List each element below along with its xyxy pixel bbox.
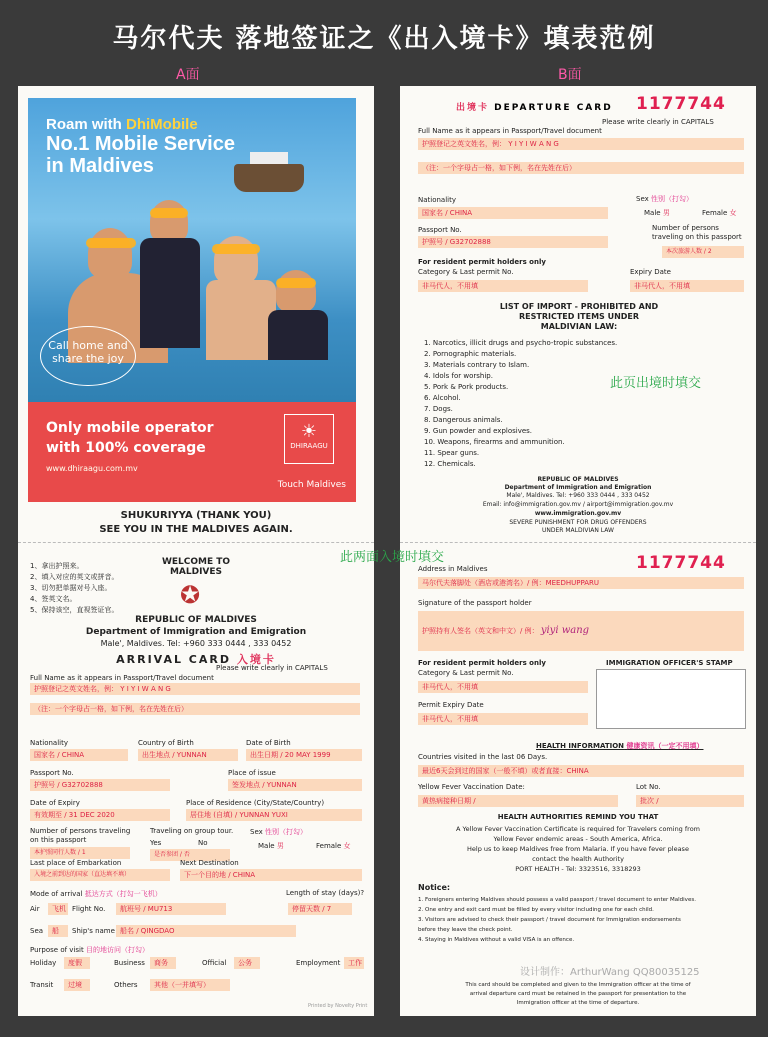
ad-headline-1: No.1 Mobile Service bbox=[46, 133, 235, 155]
prohibited-title-3: MALDIVIAN LAW: bbox=[540, 322, 618, 331]
ad-url: www.dhiraagu.com.mv bbox=[46, 464, 138, 473]
arrival-air-checkbox[interactable]: 飞机 bbox=[48, 903, 68, 915]
arrival-nationality-label: Nationality bbox=[30, 739, 69, 747]
arrival-dob-label: Date of Birth bbox=[246, 739, 291, 747]
health-remind-lines: A Yellow Fever Vaccination Certificate is required for Travelers coming from Yellow Fever endemic areas - South America, Africa. Help us to keep Maldives free from Malaria. If you have fever please contact the health Authority PORT HEALTH - Tel: 3323516, 3318293 bbox=[455, 825, 701, 873]
man-head-image bbox=[88, 228, 132, 278]
arrival-embark-field[interactable]: 入境之前到达的国家（直达填不填） bbox=[30, 869, 170, 881]
departure-nationality-label: Nationality bbox=[418, 196, 457, 204]
side-b-label: B面 bbox=[558, 67, 582, 83]
departure-please: Please write clearly in CAPITALS bbox=[602, 118, 714, 126]
arrival-stay-label: Length of stay (days)? bbox=[286, 889, 365, 897]
ad-bubble-text: Call home and share the joy bbox=[40, 326, 136, 386]
yellow-fever-label: Yellow Fever Vaccination Date: bbox=[418, 783, 525, 791]
address-field[interactable]: 马尔代夫落脚处（酒店或港湾名）/ 例：MEEDHUPPARU bbox=[418, 577, 744, 589]
woman-body-image bbox=[206, 280, 276, 360]
departure-address: Male', Maldives. Tel: +960 333 0444 , 333 0452 bbox=[506, 492, 650, 499]
arrival-dept: Department of Immigration and Emigration bbox=[85, 627, 307, 637]
health-label: HEALTH INFORMATION bbox=[536, 742, 625, 750]
purpose-official-label: Official bbox=[202, 959, 227, 967]
departure-web: www.immigration.gov.mv bbox=[534, 510, 622, 517]
purpose-employment-label: Employment bbox=[296, 959, 341, 967]
arrival-poi-field[interactable]: 签发地点 / YUNNAN bbox=[228, 779, 362, 791]
ad-tag-2: with 100% coverage bbox=[46, 440, 206, 456]
departure-category-field[interactable]: 非马代人，不用填 bbox=[418, 280, 588, 292]
departure-title: 出境卡 DEPARTURE CARD bbox=[456, 103, 613, 113]
boat-image bbox=[234, 164, 304, 192]
purpose-holiday-label: Holiday bbox=[30, 959, 57, 967]
departure-severe-2: UNDER MALDIVIAN LAW bbox=[542, 527, 614, 534]
side-b-page: 出境卡 DEPARTURE CARD 1177744 Please write clearly in CAPITALS Full Name as it appears in Passport/Travel document 护照登记之英文姓名，例： Y I Y I W A N G （注：一个字母占一格，如下例，名在先姓在后） Nationality Sex 性别（打勾） 国家名 / CHINA Male 男 Female 女 Passport No. Number of persons traveling on this passport 护照号 / G32702888 本次旅游人数 / 2 For resident permit holders only Category & Last permit No. Expiry Date 非马代人，不用填 非马代人，不用填 LIST OF IMPORT - PROHIBITED AND RESTRICTED ITEMS UNDER MALDIVIAN LAW: 1. Narcotics, illicit drugs and psycho-tropic substances. 2. Pornographic materials. 3. Materials contrary to Islam. 4. Idols for worship. 5. Pork & Pork products. 6. Alcohol. 7. Dogs. 8. Dangerous animals. 9. Gun powder and explosives. 10. Weapons, firearms and ammunition. 11. Spear guns. 12. Chemicals. 此页出境时填交 REPUBLIC OF MALDIVES Department of Immigration and Emigration Male', Maldives. Tel: +960 333 0444 , 333 0452 Email: info@immigration.gov.mv / airport@immigration.gov.mv www.immigration.gov.mv SEVERE PUNISHMENT FOR DRUG OFFENDERS UNDER MALDIVIAN LAW 1177744 Address in Maldives 马尔代夫落脚处（酒店或港湾名）/ 例：MEEDHUPPARU Signature of the passport holder 护照持有人签名（英文和中文）/ 例： yiyi wang For resident permit holders only Category & Last permit No. 非马代人，不用填 Permit Expiry Date 非马代人，不用填 IMMIGRATION OFFICER'S STAMP HEALTH INFORMATION 健康资讯（一定不用填） Countries visited in the last 06 Days. 最近6天会到过的国家（一般不填）或者直接：CHINA Yellow Fever Vaccination Date: Lot No. 黄热病接种日期 / 批次 / HEALTH AUTHORITIES REMIND YOU THAT A Yellow Fever Vaccination Certificate is required for Travelers coming from Yellow Fever endemic areas - South America, Africa. Help us to keep Maldives free from Malaria. If you have fever please contact the health Authority PORT HEALTH - Tel: 3323516, 3318293 Notice: 1. Foreigners entering Maldives should possess a valid passport / travel document to enter Maldives. 2. One entry and exit card must be filled by every visitor including one for each child. 3. Visitors are advised to check their passport / travel document for Immigration endorsements before they leave the check point. 4. Staying in Maldives without a valid VISA is an offence. 设计制作：ArthurWang QQ80035125 This card should be completed and given to the Immigration officer at the time of arrival departure card must be retained in the passport for presentation to the Immigration officer at the time of departure. bbox=[400, 86, 756, 1016]
side-a-page bbox=[18, 86, 374, 1016]
purpose-holiday-checkbox[interactable]: 度假 bbox=[64, 957, 90, 969]
arrival-instructions: 1、拿出护照来。 2、填入对应的英文或拼音。 3、切勿把单据对号入座。 4、签英文名。 5、保持该空，直视签证官。 bbox=[30, 562, 119, 614]
arrival-nextdest-label: Next Destination bbox=[180, 859, 239, 867]
ad-red-banner bbox=[28, 402, 356, 502]
prohibited-items-box bbox=[414, 298, 744, 480]
final-notice: This card should be completed and given to the Immigration officer at the time of arrival departure card must be retained in the passport for presentation to the Immigration officer at the time of departure. bbox=[465, 982, 691, 1006]
departure-passport-label: Passport No. bbox=[418, 226, 462, 234]
middle-green-note: 此两面入境时填交 bbox=[340, 550, 445, 565]
arrival-dob-field[interactable]: 出生日期 / 20 MAY 1999 bbox=[246, 749, 362, 761]
prohibited-title-1: LIST OF IMPORT - PROHIBITED AND bbox=[499, 302, 659, 311]
arrival-card: 1、拿出护照来。 2、填入对应的英文或拼音。 3、切勿把单据对号入座。 4、签英文名。 5、保持该空，直视签证官。 WELCOME TO MALDIVES ✪ REPUBLIC OF MALDIVES Department of Immigration and Emigration Male', Maldives. Tel: +960 333 0444 , 333 0452 ARRIVAL CARD 入境卡 Please write clearly in CAPITALS Full Name as it appears in Passport/Travel document 护照登记之英文姓名，例： Y I Y I W A N G （注：一个字母占一格，如下例，名在先姓在后） Nationality Country of Birth Date of Birth 国家名 / CHINA 出生地点 / YUNNAN 出生日期 / 20 MAY 1999 Passport No. Place of issue 护照号 / G32702888 签发地点 / YUNNAN Date of Expiry Place of Residence (City/State/Country) 有效期至 / 31 DEC 2020 居住地 (自填) / YUNNAN YUXI Number of persons traveling on this passport 本护照同行人数 / 1 Traveling on group tour. Yes No 是否参团 / 否 Sex 性别（打勾） Male 男 Female 女 Last place of Embarkation Next Destination 入境之前到达的国家（直达填不填） 下一个目的地 / CHINA Mode of arrival 抵达方式（打勾一飞机） Length of stay (days)? Air 飞机 Flight No. 航班号 / MU713 停留天数 / 7 Sea 船 Ship's name 船名 / QINGDAO Purpose of visit 目的地访问（打勾） Holiday 度假 Business 商务 Official 公务 Employment 工作 Transit 过境 Others 其他（一并填写） Printed by Novelty Print bbox=[18, 542, 374, 1017]
arrival-ship-label: Ship's name bbox=[72, 927, 115, 935]
departure-card-number: 1177744 bbox=[636, 94, 726, 114]
arrival-footer: Printed by Novelty Print bbox=[308, 1003, 368, 1009]
side-a-label: A面 bbox=[176, 67, 200, 83]
departure-expiry-field[interactable]: 非马代人，不用填 bbox=[630, 280, 744, 292]
arrival-por-field[interactable]: 居住地 (自填) / YUNNAN YUXI bbox=[186, 809, 362, 821]
departure-fullname-note: （注：一个字母占一格，如下例，名在先姓在后） bbox=[418, 162, 744, 174]
arrival-mode-label: Mode of arrival bbox=[30, 890, 83, 898]
arrival-doe-label: Date of Expiry bbox=[30, 799, 80, 807]
arrival-address: Male', Maldives. Tel: +960 333 0444 , 333 0452 bbox=[100, 639, 292, 648]
arrival-cob-label: Country of Birth bbox=[138, 739, 194, 747]
arrival-persons-label: Number of persons traveling on this passport bbox=[30, 827, 131, 844]
departure-persons-field[interactable]: 本次旅游人数 / 2 bbox=[662, 246, 744, 258]
departure-severe-1: SEVERE PUNISHMENT FOR DRUG OFFENDERS bbox=[509, 519, 647, 526]
purpose-employment-checkbox[interactable]: 工作 bbox=[344, 957, 364, 969]
arrival-fullname-note: （注：一个字母占一格，如下例，名在先姓在后） bbox=[30, 703, 360, 715]
address-label: Address in Maldives bbox=[418, 565, 488, 573]
boy-head-image bbox=[150, 200, 188, 242]
arrival-stay-field[interactable]: 停留天数 / 7 bbox=[288, 903, 352, 915]
arrival-fullname-label: Full Name as it appears in Passport/Travel document bbox=[30, 674, 214, 682]
bottom-category-field[interactable]: 非马代人，不用填 bbox=[418, 681, 588, 693]
arrival-ship-field[interactable]: 船名 / QINGDAO bbox=[116, 925, 296, 937]
welcome-text: WELCOME TO MALDIVES bbox=[161, 557, 231, 577]
purpose-business-checkbox[interactable]: 商务 bbox=[150, 957, 176, 969]
prohibited-items-list: 1. Narcotics, illicit drugs and psycho-tropic substances. 2. Pornographic materials. 3. Materials contrary to Islam. 4. Idols for worship. 5. Pork & Pork products. 6. Alcohol. 7. Dogs. 8. Dangerous animals. 9. Gun powder and explosives. 10. Weapons, firearms and ammunition. 11. Spear guns. 12. Chemicals. bbox=[424, 339, 618, 468]
ad-tag-1: Only mobile operator bbox=[46, 420, 214, 436]
departure-card-bottom: 1177744 Address in Maldives 马尔代夫落脚处（酒店或港湾名）/ 例：MEEDHUPPARU Signature of the passport holder 护照持有人签名（英文和中文）/ 例： yiyi wang For resident permit holders only Category & Last permit No. 非马代人，不用填 Permit Expiry Date 非马代人，不用填 IMMIGRATION OFFICER'S STAMP HEALTH INFORMATION 健康资讯（一定不用填） Countries visited in the last 06 Days. 最近6天会到过的国家（一般不填）或者直接：CHINA Yellow Fever Vaccination Date: Lot No. 黄热病接种日期 / 批次 / HEALTH AUTHORITIES REMIND YOU THAT A Yellow Fever Vaccination Certificate is required for Travelers coming from Yellow Fever endemic areas - South America, Africa. Help us to keep Maldives free from Malaria. If you have fever please contact the health Authority PORT HEALTH - Tel: 3323516, 3318293 Notice: 1. Foreigners entering Maldives should possess a valid passport / travel document to enter Maldives. 2. One entry and exit card must be filled by every visitor including one for each child. 3. Visitors are advised to check their passport / travel document for Immigration endorsements before they leave the check point. 4. Staying in Maldives without a valid VISA is an offence. 设计制作：ArthurWang QQ80035125 This card should be completed and given to the Immigration officer at the time of arrival departure card must be retained in the passport for presentation to the Immigration officer at the time of departure. bbox=[400, 542, 756, 1017]
signature-label: Signature of the passport holder bbox=[418, 599, 532, 607]
departure-sex-male[interactable]: Male 男 bbox=[644, 209, 670, 217]
departure-expiry-label: Expiry Date bbox=[630, 268, 671, 276]
immigration-stamp-box[interactable] bbox=[596, 669, 746, 729]
departure-fullname-field[interactable]: 护照登记之英文姓名，例： Y I Y I W A N G bbox=[418, 138, 744, 150]
departure-dept: Department of Immigration and Emigration bbox=[504, 484, 652, 491]
departure-fullname-label: Full Name as it appears in Passport/Travel document bbox=[418, 127, 602, 135]
man-mask-image bbox=[86, 238, 136, 248]
arrival-fullname-field[interactable]: 护照登记之英文姓名，例： Y I Y I W A N G bbox=[30, 683, 360, 695]
boy-wetsuit-image bbox=[140, 238, 200, 348]
departure-email: Email: info@immigration.gov.mv / airport@immigration.gov.mv bbox=[482, 501, 674, 508]
arrival-embark-label: Last place of Embarkation bbox=[30, 859, 122, 867]
bottom-permit-field[interactable]: 非马代人，不用填 bbox=[418, 713, 588, 725]
arrival-sex-female[interactable]: Female 女 bbox=[316, 842, 351, 850]
arrival-please: Please write clearly in CAPITALS bbox=[216, 664, 328, 672]
arrival-sea-label: Sea bbox=[30, 927, 44, 935]
arrival-group-field[interactable]: 是否参团 / 否 bbox=[150, 849, 230, 861]
child-mask-image bbox=[276, 278, 316, 288]
purpose-official-checkbox[interactable]: 公务 bbox=[234, 957, 260, 969]
child-head-image bbox=[276, 270, 316, 312]
prohibited-title-2: RESTRICTED ITEMS UNDER bbox=[518, 312, 640, 321]
dhimobile-advertisement bbox=[28, 98, 356, 502]
countries-field[interactable]: 最近6天会到过的国家（一般不填）或者直接：CHINA bbox=[418, 765, 744, 777]
departure-category-label: Category & Last permit No. bbox=[418, 268, 514, 276]
arrival-nationality-field[interactable]: 国家名 / CHINA bbox=[30, 749, 128, 761]
arrival-cob-field[interactable]: 出生地点 / YUNNAN bbox=[138, 749, 238, 761]
arrival-passport-label: Passport No. bbox=[30, 769, 74, 777]
arrival-doe-field[interactable]: 有效期至 / 31 DEC 2020 bbox=[30, 809, 170, 821]
arrival-passport-field[interactable]: 护照号 / G32702888 bbox=[30, 779, 170, 791]
arrival-sea-checkbox[interactable]: 船 bbox=[48, 925, 68, 937]
yellow-fever-field[interactable]: 黄热病接种日期 / bbox=[418, 795, 618, 807]
purpose-business-label: Business bbox=[114, 959, 145, 967]
health-remind-title: HEALTH AUTHORITIES REMIND YOU THAT bbox=[497, 813, 659, 821]
bottom-resident-label: For resident permit holders only bbox=[418, 659, 546, 667]
notice-title: Notice: bbox=[418, 883, 451, 892]
page-title: 马尔代夫 落地签证之《出入境卡》填表范例 bbox=[112, 24, 656, 54]
departure-persons-label: Number of persons traveling on this passport bbox=[652, 224, 742, 241]
arrival-sex-label: Sex bbox=[250, 828, 263, 836]
departure-resident-label: For resident permit holders only bbox=[418, 258, 546, 266]
dhiraagu-logo: ☀ DHIRAAGU bbox=[284, 414, 334, 464]
lot-label: Lot No. bbox=[636, 783, 661, 791]
thanks-line-1: SHUKURIYYA (THANK YOU) bbox=[120, 510, 272, 521]
purpose-transit-checkbox[interactable]: 过境 bbox=[64, 979, 90, 991]
woman-mask-image bbox=[212, 244, 260, 254]
departure-green-note: 此页出境时填交 bbox=[610, 376, 702, 391]
arrival-purpose-label: Purpose of visit bbox=[30, 946, 84, 954]
purpose-others-label: Others bbox=[114, 981, 138, 989]
arrival-poi-label: Place of issue bbox=[228, 769, 276, 777]
arrival-flight-label: Flight No. bbox=[72, 905, 106, 913]
lot-field[interactable]: 批次 / bbox=[636, 795, 744, 807]
departure-republic: REPUBLIC OF MALDIVES bbox=[537, 476, 619, 483]
notice-list: 1. Foreigners entering Maldives should possess a valid passport / travel document to enter Maldives. 2. One entry and exit card must be filled by every visitor including one for each child. 3. Visitors are advised to check their passport / travel document for Immigration endorsements before they leave the check point. 4. Staying in Maldives without a valid VISA is an offence. bbox=[418, 897, 696, 943]
signature-field[interactable]: 护照持有人签名（英文和中文）/ 例： yiyi wang bbox=[418, 611, 744, 651]
bottom-permit-label: Permit Expiry Date bbox=[418, 701, 484, 709]
child-wetsuit-image bbox=[268, 310, 328, 360]
stamp-label: IMMIGRATION OFFICER'S STAMP bbox=[606, 659, 733, 667]
bottom-category-label: Category & Last permit No. bbox=[418, 669, 514, 677]
arrival-republic: REPUBLIC OF MALDIVES bbox=[135, 615, 257, 625]
arrival-flight-field[interactable]: 航班号 / MU713 bbox=[116, 903, 226, 915]
departure-passport-field[interactable]: 护照号 / G32702888 bbox=[418, 236, 608, 248]
purpose-others-field[interactable]: 其他（一并填写） bbox=[150, 979, 230, 991]
arrival-group-no[interactable]: No bbox=[198, 839, 208, 847]
arrival-nextdest-field[interactable]: 下一个目的地 / CHINA bbox=[180, 869, 362, 881]
arrival-persons-field[interactable]: 本护照同行人数 / 1 bbox=[30, 847, 130, 859]
bottom-card-number: 1177744 bbox=[636, 553, 726, 573]
departure-nationality-field[interactable]: 国家名 / CHINA bbox=[418, 207, 608, 219]
ad-roam: Roam with bbox=[46, 116, 122, 133]
ad-brand: DhiMobile bbox=[126, 116, 198, 133]
countries-label: Countries visited in the last 06 Days. bbox=[418, 753, 548, 761]
thanks-line-2: SEE YOU IN THE MALDIVES AGAIN. bbox=[99, 524, 293, 535]
arrival-group-yes[interactable]: Yes bbox=[150, 839, 162, 847]
arrival-por-label: Place of Residence (City/State/Country) bbox=[186, 799, 325, 807]
departure-sex-female[interactable]: Female 女 bbox=[702, 209, 737, 217]
boy-mask-image bbox=[150, 208, 188, 218]
purpose-transit-label: Transit bbox=[30, 981, 54, 989]
arrival-card-title: ARRIVAL CARD 入境卡 bbox=[116, 653, 276, 666]
ad-touch-maldives: Touch Maldives bbox=[277, 480, 346, 490]
maldives-emblem-icon: ✪ bbox=[180, 581, 201, 609]
designer-watermark: 设计制作：ArthurWang QQ80035125 bbox=[520, 967, 700, 978]
arrival-sex-male[interactable]: Male 男 bbox=[258, 842, 284, 850]
ad-headline-2: in Maldives bbox=[46, 155, 154, 177]
arrival-group-label: Traveling on group tour. bbox=[150, 827, 234, 835]
departure-sex-label: Sex bbox=[636, 195, 649, 203]
arrival-air-label: Air bbox=[30, 905, 40, 913]
